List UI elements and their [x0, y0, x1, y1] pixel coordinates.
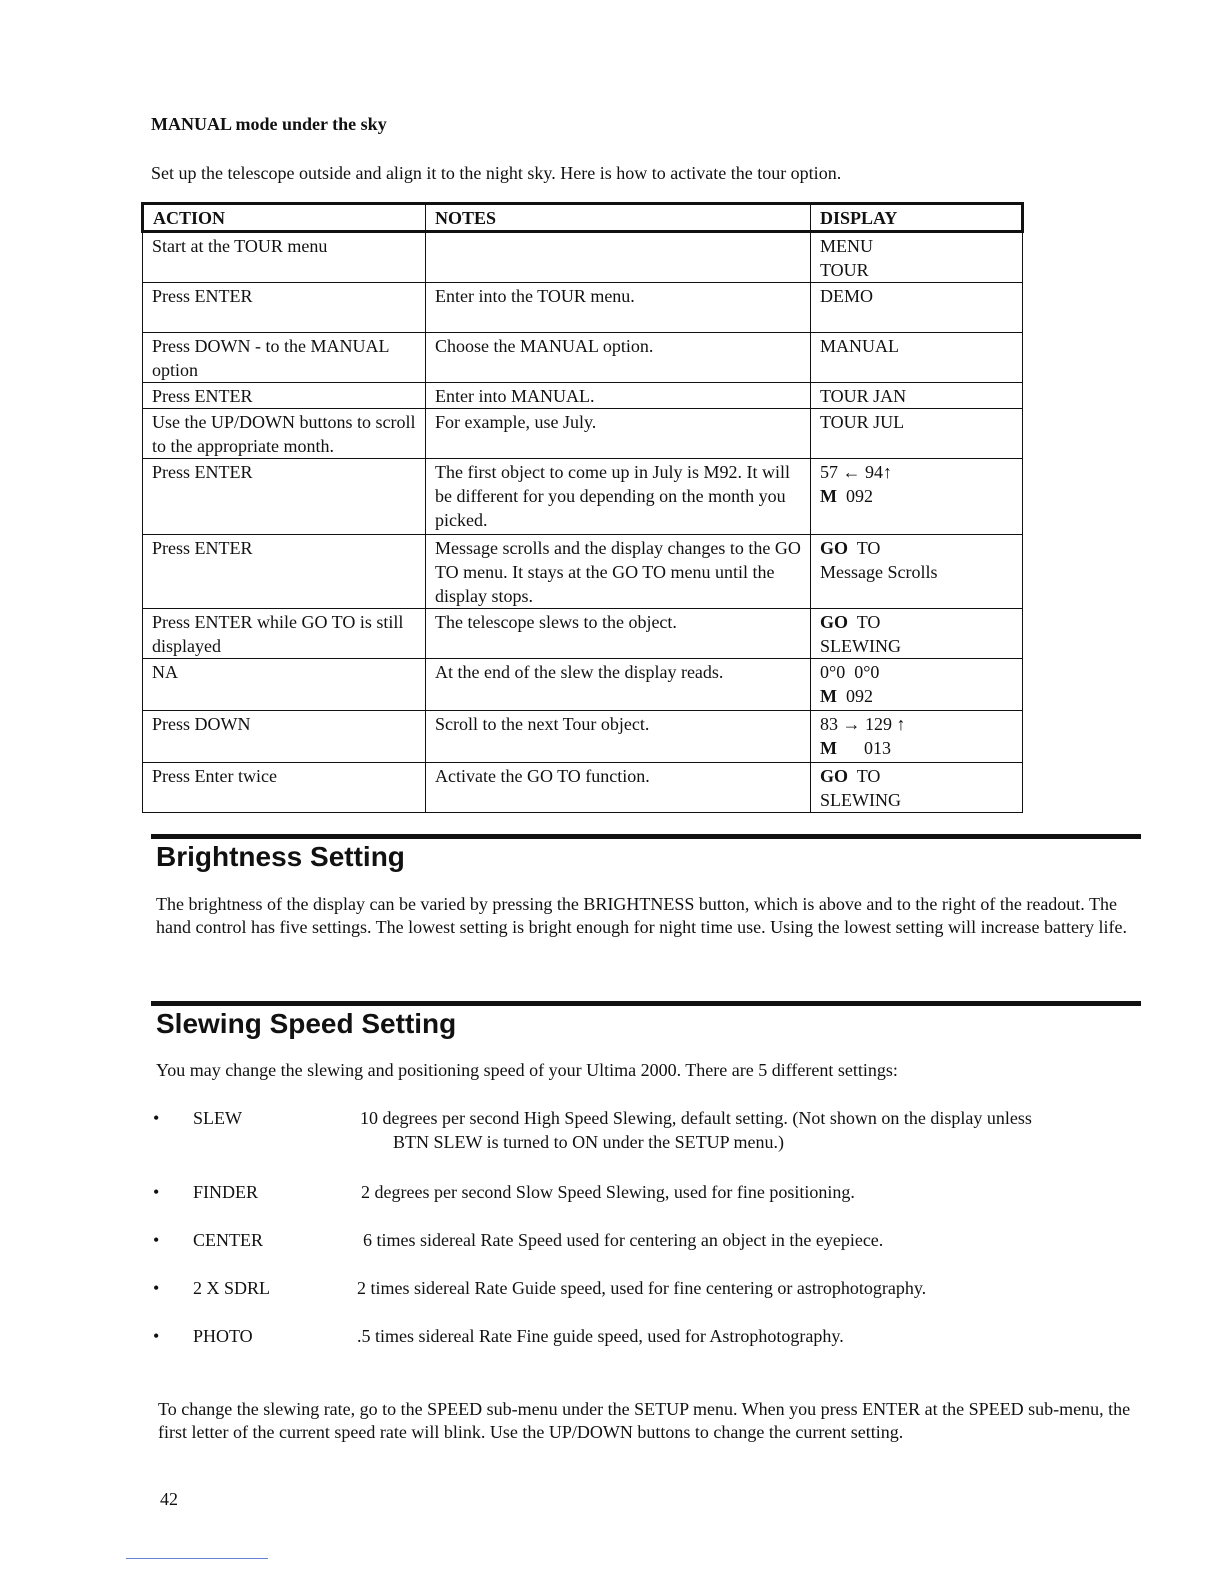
display-line: 83 → 129 ↑: [820, 714, 906, 734]
cell-action: Press DOWN: [143, 711, 426, 763]
display-line: Message Scrolls: [820, 562, 938, 582]
speed-setting-name: PHOTO: [193, 1326, 253, 1346]
display-line: GO TO: [820, 538, 881, 558]
cell-notes: Choose the MANUAL option.: [426, 333, 811, 383]
cell-display: [811, 459, 1023, 535]
description-line: 2 times sidereal Rate Guide speed, used for fine centering or astrophotography.: [357, 1278, 927, 1298]
cell-notes: Scroll to the next Tour object.: [426, 711, 811, 763]
display-line: M 092: [820, 686, 873, 706]
cell-notes: The telescope slews to the object.: [426, 609, 811, 659]
display-line: TOUR JAN: [820, 386, 907, 406]
display-line: SLEWING: [820, 636, 901, 656]
display-line: M 013: [820, 738, 891, 758]
cell-display: [811, 232, 1023, 283]
cell-display: [811, 763, 1023, 813]
speed-setting-description: [363, 1228, 1143, 1252]
description-line: 2 degrees per second Slow Speed Slewing, used for fine positioning.: [361, 1182, 855, 1202]
display-line: TOUR JUL: [820, 412, 905, 432]
table-row: [143, 535, 1023, 609]
slewing-title: Slewing Speed Setting: [156, 1008, 457, 1039]
header-display: DISPLAY: [811, 204, 1023, 232]
display-line: GO TO: [820, 612, 881, 632]
speed-setting-description: [357, 1276, 1137, 1300]
speed-setting-description: [360, 1106, 1140, 1154]
brightness-body: The brightness of the display can be varied by pressing the BRIGHTNESS button, which is above and to the right of the readout. The hand control has five settings. The lowest setting is bright enough for night time use. Using the lowest setting will increase battery life.: [156, 894, 1127, 937]
table-row: [143, 459, 1023, 535]
cell-display: [811, 283, 1023, 333]
cell-action: Press ENTER: [143, 535, 426, 609]
display-line: MENU: [820, 236, 873, 256]
table-row: [143, 383, 1023, 409]
table-header-row: [143, 204, 1023, 232]
header-action: ACTION: [143, 204, 426, 232]
cell-notes: Enter into the TOUR menu.: [426, 283, 811, 333]
cell-notes: Message scrolls and the display changes to the GO TO menu. It stays at the GO TO menu until the display stops.: [426, 535, 811, 609]
display-line: 0°0 0°0: [820, 662, 880, 682]
cell-notes: Activate the GO TO function.: [426, 763, 811, 813]
cell-notes: At the end of the slew the display reads.: [426, 659, 811, 711]
speed-setting-description: [361, 1180, 1141, 1204]
cell-display: [811, 609, 1023, 659]
bullet-icon: •: [153, 1182, 160, 1202]
table-row: [143, 609, 1023, 659]
slewing-outro: To change the slewing rate, go to the SPEED sub-menu under the SETUP menu. When you press ENTER at the SPEED sub-menu, the first letter of the current speed rate will blink. Use the UP/DOWN buttons to change the current setting.: [158, 1399, 1131, 1442]
table-row: [143, 283, 1023, 333]
section-rule-slewing: [151, 1001, 1141, 1006]
speed-setting-name: FINDER: [193, 1182, 259, 1202]
cell-action: Press DOWN - to the MANUAL option: [143, 333, 426, 383]
cell-notes: The first object to come up in July is M92. It will be different for you depending on the month you picked.: [426, 459, 811, 535]
display-line: M 092: [820, 486, 873, 506]
bullet-icon: •: [153, 1326, 160, 1346]
table-row: [143, 659, 1023, 711]
slewing-intro: You may change the slewing and positioning speed of your Ultima 2000. There are 5 different settings:: [156, 1060, 898, 1080]
cell-display: [811, 711, 1023, 763]
description-line: 10 degrees per second High Speed Slewing, default setting. (Not shown on the display unless: [360, 1108, 1032, 1128]
cell-action: Start at the TOUR menu: [143, 232, 426, 283]
cell-action: Press ENTER: [143, 283, 426, 333]
table-row: [143, 232, 1023, 283]
cell-notes: For example, use July.: [426, 409, 811, 459]
table-row: [143, 711, 1023, 763]
speed-setting-name: 2 X SDRL: [193, 1278, 271, 1298]
speed-setting-description: [357, 1324, 1137, 1348]
table-row: [143, 333, 1023, 383]
description-line: BTN SLEW is turned to ON under the SETUP menu.): [393, 1132, 784, 1152]
page-number: 42: [160, 1489, 178, 1509]
cell-notes: [426, 232, 811, 283]
bullet-icon: •: [153, 1230, 160, 1250]
tour-steps-table: [141, 202, 1024, 813]
footer-link-underline: [126, 1558, 268, 1559]
display-line: TOUR: [820, 260, 869, 280]
cell-notes: Enter into MANUAL.: [426, 383, 811, 409]
cell-action: NA: [143, 659, 426, 711]
cell-display: [811, 409, 1023, 459]
cell-action: Press ENTER while GO TO is still displayed: [143, 609, 426, 659]
cell-display: [811, 383, 1023, 409]
cell-display: [811, 333, 1023, 383]
section-rule-brightness: [151, 834, 1141, 839]
display-line: 57 ← 94↑: [820, 462, 892, 482]
cell-action: Press Enter twice: [143, 763, 426, 813]
cell-action: Use the UP/DOWN buttons to scroll to the appropriate month.: [143, 409, 426, 459]
display-line: GO TO: [820, 766, 881, 786]
table-row: [143, 763, 1023, 813]
description-line: 6 times sidereal Rate Speed used for centering an object in the eyepiece.: [363, 1230, 884, 1250]
cell-action: Press ENTER: [143, 383, 426, 409]
display-line: SLEWING: [820, 790, 901, 810]
cell-display: [811, 535, 1023, 609]
cell-action: Press ENTER: [143, 459, 426, 535]
brightness-title: Brightness Setting: [156, 841, 405, 872]
table-row: [143, 409, 1023, 459]
manual-intro-text: Set up the telescope outside and align it to the night sky. Here is how to activate the tour option.: [151, 163, 842, 183]
bullet-icon: •: [153, 1108, 160, 1128]
display-line: MANUAL: [820, 336, 899, 356]
speed-setting-name: SLEW: [193, 1108, 242, 1128]
section-heading-manual-mode: MANUAL mode under the sky: [151, 114, 387, 134]
speed-setting-name: CENTER: [193, 1230, 263, 1250]
display-line: DEMO: [820, 286, 873, 306]
bullet-icon: •: [153, 1278, 160, 1298]
header-notes: NOTES: [426, 204, 811, 232]
cell-display: [811, 659, 1023, 711]
description-line: .5 times sidereal Rate Fine guide speed, used for Astrophotography.: [357, 1326, 844, 1346]
